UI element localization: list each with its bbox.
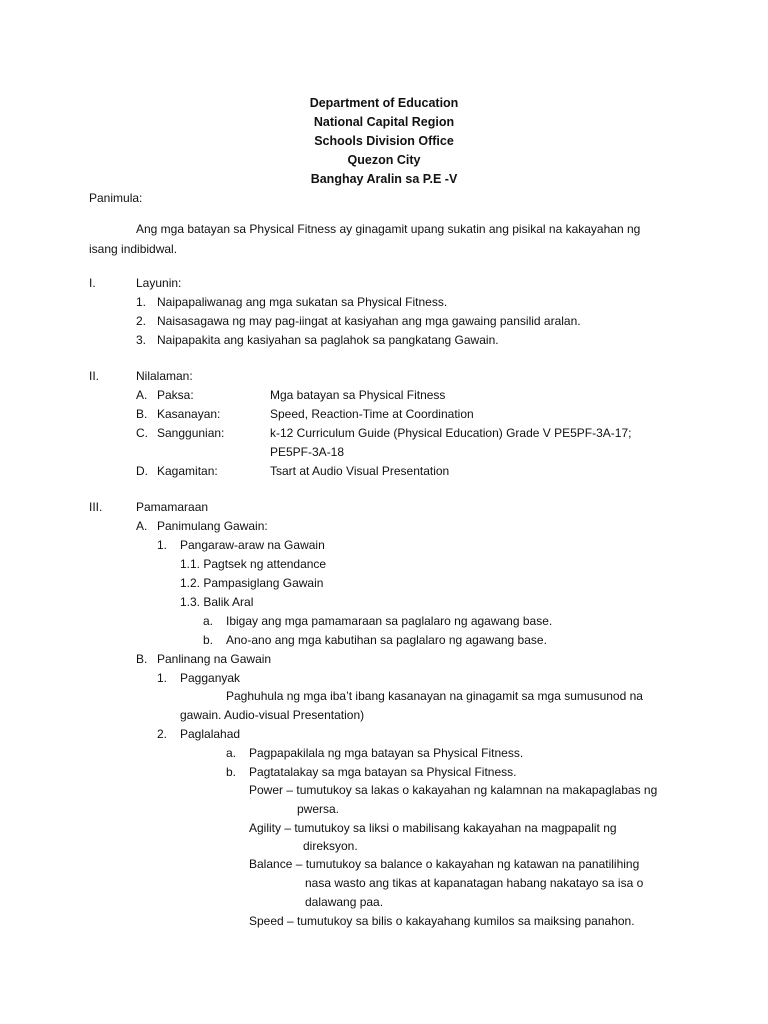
panimula-paragraph-line2: isang indibidwal.: [89, 242, 178, 256]
procedure-a1-2: 1.2. Pampasiglang Gawain: [180, 576, 324, 590]
panimula-heading: Panimula:: [89, 191, 143, 205]
content-c-value-line2: PE5PF-3A-18: [270, 445, 345, 459]
objective-3-text: Naipapakita ang kasiyahan sa paglahok sa pangkatang Gawain.: [157, 333, 499, 347]
balance-definition-line3: dalawang paa.: [305, 895, 384, 909]
motivation-text-line1: Paghuhula ng mga iba’t ibang kasanayan na ginagamit sa mga sumusunod na: [226, 689, 643, 703]
content-a-value: Mga batayan sa Physical Fitness: [270, 388, 446, 402]
section-i-title: Layunin:: [136, 276, 182, 290]
content-a-letter: A.: [136, 388, 148, 402]
content-b-label: Kasanayan:: [157, 407, 221, 421]
content-a-label: Paksa:: [157, 388, 194, 402]
balance-definition-line1: Balance – tumutukoy sa balance o kakayahan ng katawan na panatilihing: [249, 857, 640, 871]
presentation-a-text: Pagpapakilala ng mga batayan sa Physical Fitness.: [249, 746, 524, 760]
content-d-letter: D.: [136, 464, 148, 478]
content-d-label: Kagamitan:: [157, 464, 218, 478]
speed-definition: Speed – tumutukoy sa bilis o kakayahang kumilos sa maiksing panahon.: [249, 914, 635, 928]
agility-definition-line2: direksyon.: [303, 839, 358, 853]
content-c-letter: C.: [136, 426, 148, 440]
procedure-a1-3: 1.3. Balik Aral: [180, 595, 254, 609]
header-department: Department of Education: [309, 96, 459, 110]
procedure-a-letter: A.: [136, 519, 148, 533]
objective-2-number: 2.: [136, 314, 147, 328]
section-i-number: I.: [89, 276, 96, 290]
balance-definition-line2: nasa wasto ang tikas at kapanatagan habang nakatayo sa isa o: [305, 876, 644, 890]
presentation-b-letter: b.: [226, 765, 237, 779]
section-ii-number: II.: [89, 369, 100, 383]
section-iii-title: Pamamaraan: [136, 500, 209, 514]
procedure-a1-1: 1.1. Pagtsek ng attendance: [180, 557, 327, 571]
procedure-b-letter: B.: [136, 652, 148, 666]
section-iii-number: III.: [89, 500, 103, 514]
power-definition-line1: Power – tumutukoy sa lakas o kakayahan ng kalamnan na makapaglabas ng: [249, 783, 658, 797]
agility-definition-line1: Agility – tumutukoy sa liksi o mabilisang kakayahan na magpapalit ng: [249, 821, 617, 835]
procedure-a1-number: 1.: [157, 538, 168, 552]
review-question-a-letter: a.: [203, 614, 214, 628]
content-c-label: Sanggunian:: [157, 426, 225, 440]
procedure-b-title: Panlinang na Gawain: [157, 652, 272, 666]
content-c-value: k-12 Curriculum Guide (Physical Education) Grade V PE5PF-3A-17;: [270, 426, 632, 440]
section-ii-title: Nilalaman:: [136, 369, 193, 383]
procedure-b1-title: Pagganyak: [180, 671, 241, 685]
procedure-b1-number: 1.: [157, 671, 168, 685]
review-question-b-text: Ano-ano ang mga kabutihan sa paglalaro ng agawang base.: [226, 633, 547, 647]
header-division: Schools Division Office: [314, 134, 454, 148]
objective-1-text: Naipapaliwanag ang mga sukatan sa Physical Fitness.: [157, 295, 448, 309]
objective-3-number: 3.: [136, 333, 147, 347]
panimula-paragraph-line1: Ang mga batayan sa Physical Fitness ay ginagamit upang sukatin ang pisikal na kakayahan ng: [136, 222, 641, 236]
objective-1-number: 1.: [136, 295, 147, 309]
review-question-a-text: Ibigay ang mga pamamaraan sa paglalaro ng agawang base.: [226, 614, 553, 628]
header-region: National Capital Region: [313, 115, 455, 129]
presentation-b-text: Pagtatalakay sa mga batayan sa Physical Fitness.: [249, 765, 517, 779]
header-lesson-title: Banghay Aralin sa P.E -V: [310, 172, 458, 186]
motivation-text-line2: gawain. Audio-visual Presentation): [180, 708, 365, 722]
review-question-b-letter: b.: [203, 633, 214, 647]
procedure-a-title: Panimulang Gawain:: [157, 519, 268, 533]
presentation-a-letter: a.: [226, 746, 237, 760]
objective-2-text: Naisasagawa ng may pag-iingat at kasiyahan ang mga gawaing pansilid aralan.: [157, 314, 581, 328]
procedure-b2-title: Paglalahad: [180, 727, 241, 741]
content-d-value: Tsart at Audio Visual Presentation: [270, 464, 450, 478]
power-definition-line2: pwersa.: [297, 802, 340, 816]
procedure-b2-number: 2.: [157, 727, 168, 741]
content-b-letter: B.: [136, 407, 148, 421]
header-city: Quezon City: [347, 153, 421, 167]
procedure-a1-title: Pangaraw-araw na Gawain: [180, 538, 325, 552]
content-b-value: Speed, Reaction-Time at Coordination: [270, 407, 474, 421]
